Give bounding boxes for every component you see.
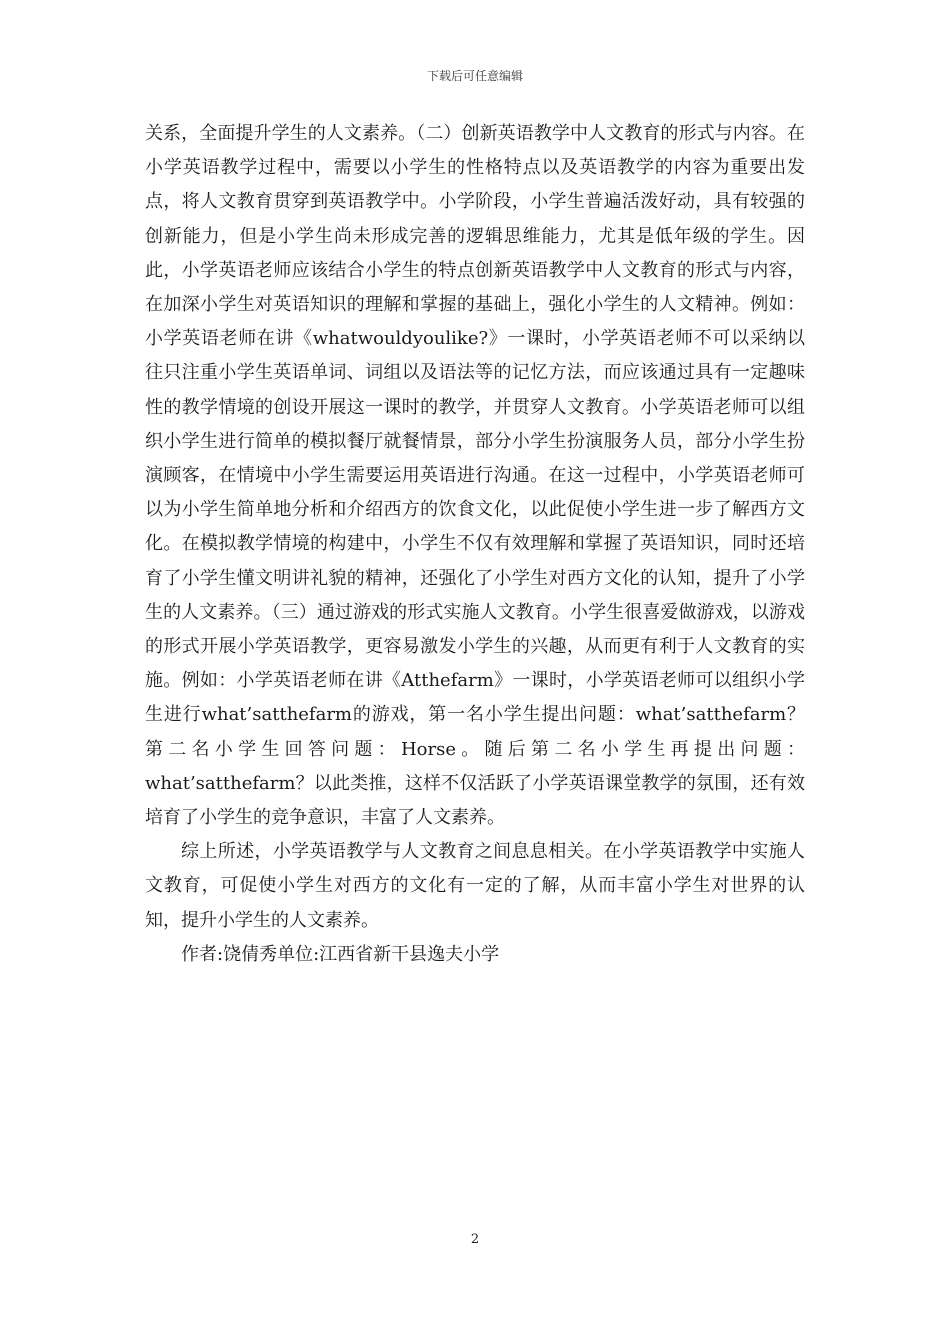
body-paragraph-continuation: 关系，全面提升学生的人文素养。（二）创新英语教学中人文教育的形式与内容。在小学英语教学过程中，需要以小学生的性格特点以及英语教学的内容为重要出发点，将人文教育贯穿到英语教学中。小学阶段，小学生普遍活泼好动，具有较强的创新能力，但是小学生尚未形成完善的逻辑思维能力，尤其是低年级的学生。因此，小学英语老师应该结合小学生的特点创新英语教学中人文教育的形式与内容，在加深小学生对英语知识的理解和掌握的基础上，强化小学生的人文精神。例如：小学英语老师在讲《whatwouldyoulike?》一课时，小学英语老师不可以采纳以往只注重小学生英语单词、词组以及语法等的记忆方法，而应该通过具有一定趣味性的教学情境的创设开展这一课时的教学，并贯穿人文教育。小学英语老师可以组织小学生进行简单的模拟餐厅就餐情景，部分小学生扮演服务人员，部分小学生扮演顾客，在情境中小学生需要运用英语进行沟通。在这一过程中，小学英语老师可以为小学生简单地分析和介绍西方的饮食文化，以此促使小学生进一步了解西方文化。在模拟教学情境的构建中，小学生不仅有效理解和掌握了英语知识，同时还培育了小学生懂文明讲礼貌的精神，还强化了小学生对西方文化的认知，提升了小学生的人文素养。（三）通过游戏的形式实施人文教育。小学生很喜爱做游戏，以游戏的形式开展小学英语教学，更容易激发小学生的兴趣，从而更有利于人文教育的实施。例如：小学英语老师在讲《Atthefarm》一课时，小学英语老师可以组织小学生进行what’satthefarm的游戏，第一名小学生提出问题：what’satthefarm？第二名小学生回答问题：Horse。随后第二名小学生再提出问题：what’satthefarm？以此类推，这样不仅活跃了小学英语课堂教学的氛围，还有效培育了小学生的竞争意识，丰富了人文素养。 — [145, 123, 805, 829]
author-affiliation: 作者:饶倩秀单位:江西省新干县逸夫小学 — [181, 943, 500, 965]
page-number: 2 — [470, 1232, 480, 1247]
document-body — [145, 117, 805, 972]
page-header: 下载后可任意编辑 — [426, 69, 523, 83]
body-paragraph-conclusion: 综上所述，小学英语教学与人文教育之间息息相关。在小学英语教学中实施人文教育，可促使小学生对西方的文化有一定的了解，从而丰富小学生对世界的认知，提升小学生的人文素养。 — [145, 841, 805, 931]
